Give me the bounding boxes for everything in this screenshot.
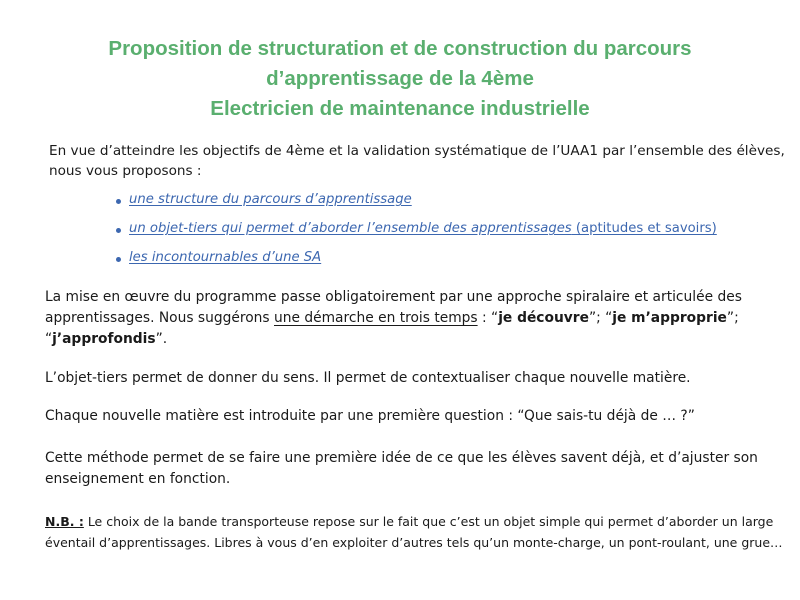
nb-line-2: éventail d’apprentissages. Libres à vous d’en exploiter d’autres tels qu’un monte-charge, un pont-roulant, une grue…: [45, 535, 783, 550]
approach-sep-1: : “: [477, 310, 499, 326]
link-objet-tiers-suffix[interactable]: (aptitudes et savoirs): [571, 221, 717, 236]
methode-line-1: Cette méthode permet de se faire une première idée de ce que les élèves savent déjà, et d’ajuster son: [45, 450, 758, 466]
objet-tiers-text: L’objet-tiers permet de donner du sens. Il permet de contextualiser chaque nouvelle matière.: [45, 370, 691, 386]
list-item: [116, 221, 717, 250]
nb-line-1-text: Le choix de la bande transporteuse repose sur le fait que c’est un objet simple qui permet d’aborder un large: [83, 514, 774, 529]
approach-sep-3: ”;: [726, 310, 739, 326]
list-item: [116, 250, 717, 279]
link-structure-parcours[interactable]: une structure du parcours d’apprentissage: [129, 192, 412, 207]
page-title: [0, 34, 800, 124]
approach-paragraph: [45, 287, 785, 350]
approach-line-2: [45, 308, 785, 329]
title-line-2: d’apprentissage de la 4ème: [266, 67, 534, 90]
title-line-3: Electricien de maintenance industrielle: [210, 97, 590, 120]
methode-line-2: enseignement en fonction.: [45, 471, 231, 487]
approach-line-2-text: apprentissages. Nous suggérons: [45, 310, 274, 326]
question-paragraph: [45, 406, 785, 427]
intro-line-1: En vue d’atteindre les objectifs de 4ème et la validation systématique de l’UAA1 par l’ensemble des élèves,: [49, 143, 785, 159]
nb-note: [45, 511, 785, 553]
bullet-icon: [116, 228, 121, 233]
nb-label: N.B. :: [45, 514, 84, 529]
step-je-m-approprie: je m’approprie: [612, 310, 727, 326]
resource-links-list: [116, 192, 717, 279]
step-j-approfondis: j’approfondis: [52, 331, 156, 347]
title-line-1: Proposition de structuration et de construction du parcours: [108, 37, 692, 60]
methode-paragraph: [45, 448, 785, 490]
list-item: [116, 192, 717, 221]
link-objet-tiers-text[interactable]: un objet-tiers qui permet d’aborder l’ensemble des apprentissages: [129, 221, 572, 236]
link-incontournables-sa[interactable]: les incontournables d’une SA: [129, 250, 322, 265]
demarche-underlined: une démarche en trois temps: [274, 310, 478, 326]
bullet-icon: [116, 199, 121, 204]
approach-line-3: [45, 329, 785, 350]
approach-close-quote: ”.: [155, 331, 168, 347]
approach-line-1: La mise en œuvre du programme passe obligatoirement par une approche spiralaire et articulée des: [45, 289, 742, 305]
objet-tiers-paragraph: [45, 368, 785, 389]
approach-sep-2: ”; “: [588, 310, 613, 326]
nb-line-1: [45, 511, 785, 532]
question-text: Chaque nouvelle matière est introduite par une première question : “Que sais-tu déjà de … ?”: [45, 408, 695, 424]
step-je-decouvre: je découvre: [498, 310, 589, 326]
intro-line-2: nous vous proposons :: [49, 163, 202, 179]
link-objet-tiers[interactable]: [129, 221, 717, 236]
bullet-icon: [116, 257, 121, 262]
approach-open-quote: “: [45, 331, 53, 347]
intro-paragraph: [49, 141, 785, 181]
